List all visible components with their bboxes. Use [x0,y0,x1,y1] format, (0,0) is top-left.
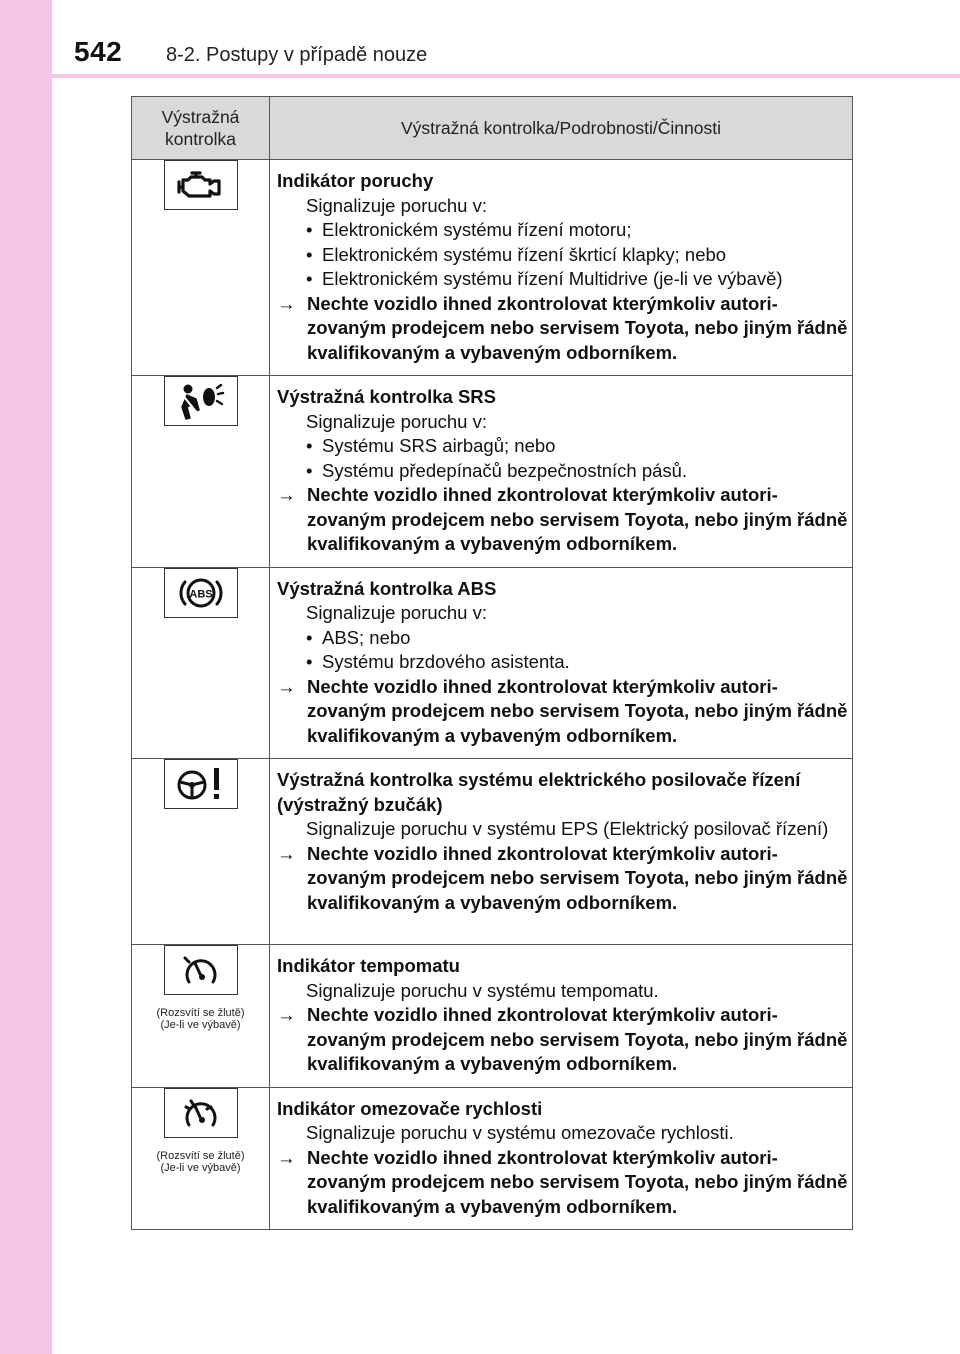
icon-note: (Rozsvítí se žlutě) [156,1007,245,1019]
table-row [132,567,853,759]
icon-note: (Rozsvítí se žlutě) [156,1149,245,1162]
icon-note: (Je-li ve výbavě) [160,1161,241,1174]
svg-text:ABS: ABS [188,588,213,600]
table-header-row [132,97,853,160]
details-cell [270,376,853,568]
arrow-icon: → [277,484,296,505]
arrow-icon: → [277,842,296,864]
table-row [132,160,853,376]
row-signal: Signalizuje poruchu v: [306,410,487,432]
icon-cell [132,160,270,376]
row-title: Výstražná kontrolka ABS [277,577,497,599]
warning-light-table [131,96,853,1230]
table-row [132,1087,853,1230]
icon-cell [132,567,270,759]
row-title: Výstražná kontrolka SRS [277,386,496,407]
arrow-icon: → [277,675,296,697]
arrow-icon: → [277,1146,296,1168]
row-action: → Nechte vozidlo ihned zkontrolovat kterýmkoliv autorizovaným prodejcem nebo servisem Toyota, nebo jiným řádně kvalifikovaným a vybaveným odborníkem. [277,842,848,913]
arrow-icon: → [277,292,296,314]
list-item: • ABS; nebo [306,626,411,648]
row-signal: Signalizuje poruchu v systému tempomatu. [306,979,659,1001]
row-action: → Nechte vozidlo ihned zkontrolovat kterýmkoliv autorizovaným prodejcem nebo servisem Toyota, nebo jiným řádně kvalifikovaným a vybaveným odborníkem. [277,484,848,554]
airbag-icon [164,376,238,426]
speed-limiter-icon [164,1088,238,1138]
icon-note: (Je-li ve výbavě) [160,1019,241,1031]
icon-cell [132,759,270,945]
details-cell [270,759,853,945]
list-item: • Systému SRS airbagů; nebo [306,435,556,456]
row-title: Výstražná kontrolka systému elektrického posilovače řízení (výstražný bzučák) [277,769,801,815]
header-rule [52,74,960,78]
row-signal: Signalizuje poruchu v systému EPS (Elektrický posilovač řízení) [306,818,829,839]
list-item: • Elektronickém systému řízení motoru; [306,219,632,240]
details-cell [270,945,853,1088]
list-item: • Systému předepínačů bezpečnostních pásů. [306,459,688,481]
row-action: → Nechte vozidlo ihned zkontrolovat kterýmkoliv autorizovaným prodejcem nebo servisem Toyota, nebo jiným řádně kvalifikovaným a vybaveným odborníkem. [277,675,848,746]
row-signal: Signalizuje poruchu v: [306,602,487,623]
list-item: • Systému brzdového asistenta. [306,651,570,672]
column-header-details: Výstražná kontrolka/Podrobnosti/Činnosti [270,97,853,160]
details-cell [270,1087,853,1230]
row-signal: Signalizuje poruchu v: [306,194,487,216]
column-header-light: Výstražná kontrolka [132,97,270,160]
row-title: Indikátor poruchy [277,170,434,191]
icon-cell [132,376,270,568]
details-cell [270,567,853,759]
row-title: Indikátor omezovače rychlosti [277,1097,543,1119]
row-title: Indikátor tempomatu [277,955,460,976]
page-number: 542 [74,36,123,67]
row-action: → Nechte vozidlo ihned zkontrolovat kterýmkoliv autorizovaným prodejcem nebo servisem Toyota, nebo jiným řádně kvalifikovaným a vybaveným odborníkem. [277,1146,848,1217]
row-action: → Nechte vozidlo ihned zkontrolovat kterýmkoliv autorizovaným prodejcem nebo servisem Toyota, nebo jiným řádně kvalifikovaným a vybaveným odborníkem. [277,1004,848,1074]
engine-icon [164,160,238,210]
icon-cell [132,945,270,1088]
abs-icon [164,568,238,618]
cruise-control-icon [164,945,238,995]
row-action: → Nechte vozidlo ihned zkontrolovat kterýmkoliv autorizovaným prodejcem nebo servisem Toyota, nebo jiným řádně kvalifikovaným a vybaveným odborníkem. [277,292,848,363]
arrow-icon: → [277,1004,296,1025]
row-signal: Signalizuje poruchu v systému omezovače rychlosti. [306,1122,734,1143]
page-margin-strip [0,0,52,1354]
icon-cell [132,1087,270,1230]
steering-warning-icon [164,759,238,809]
list-item: • Elektronickém systému řízení Multidrive (je-li ve výbavě) [306,268,783,289]
table-row [132,759,853,945]
list-item: • Elektronickém systému řízení škrticí klapky; nebo [306,243,727,265]
section-title: 8-2. Postupy v případě nouze [166,44,428,66]
table-row [132,376,853,568]
details-cell [270,160,853,376]
table-row [132,945,853,1088]
